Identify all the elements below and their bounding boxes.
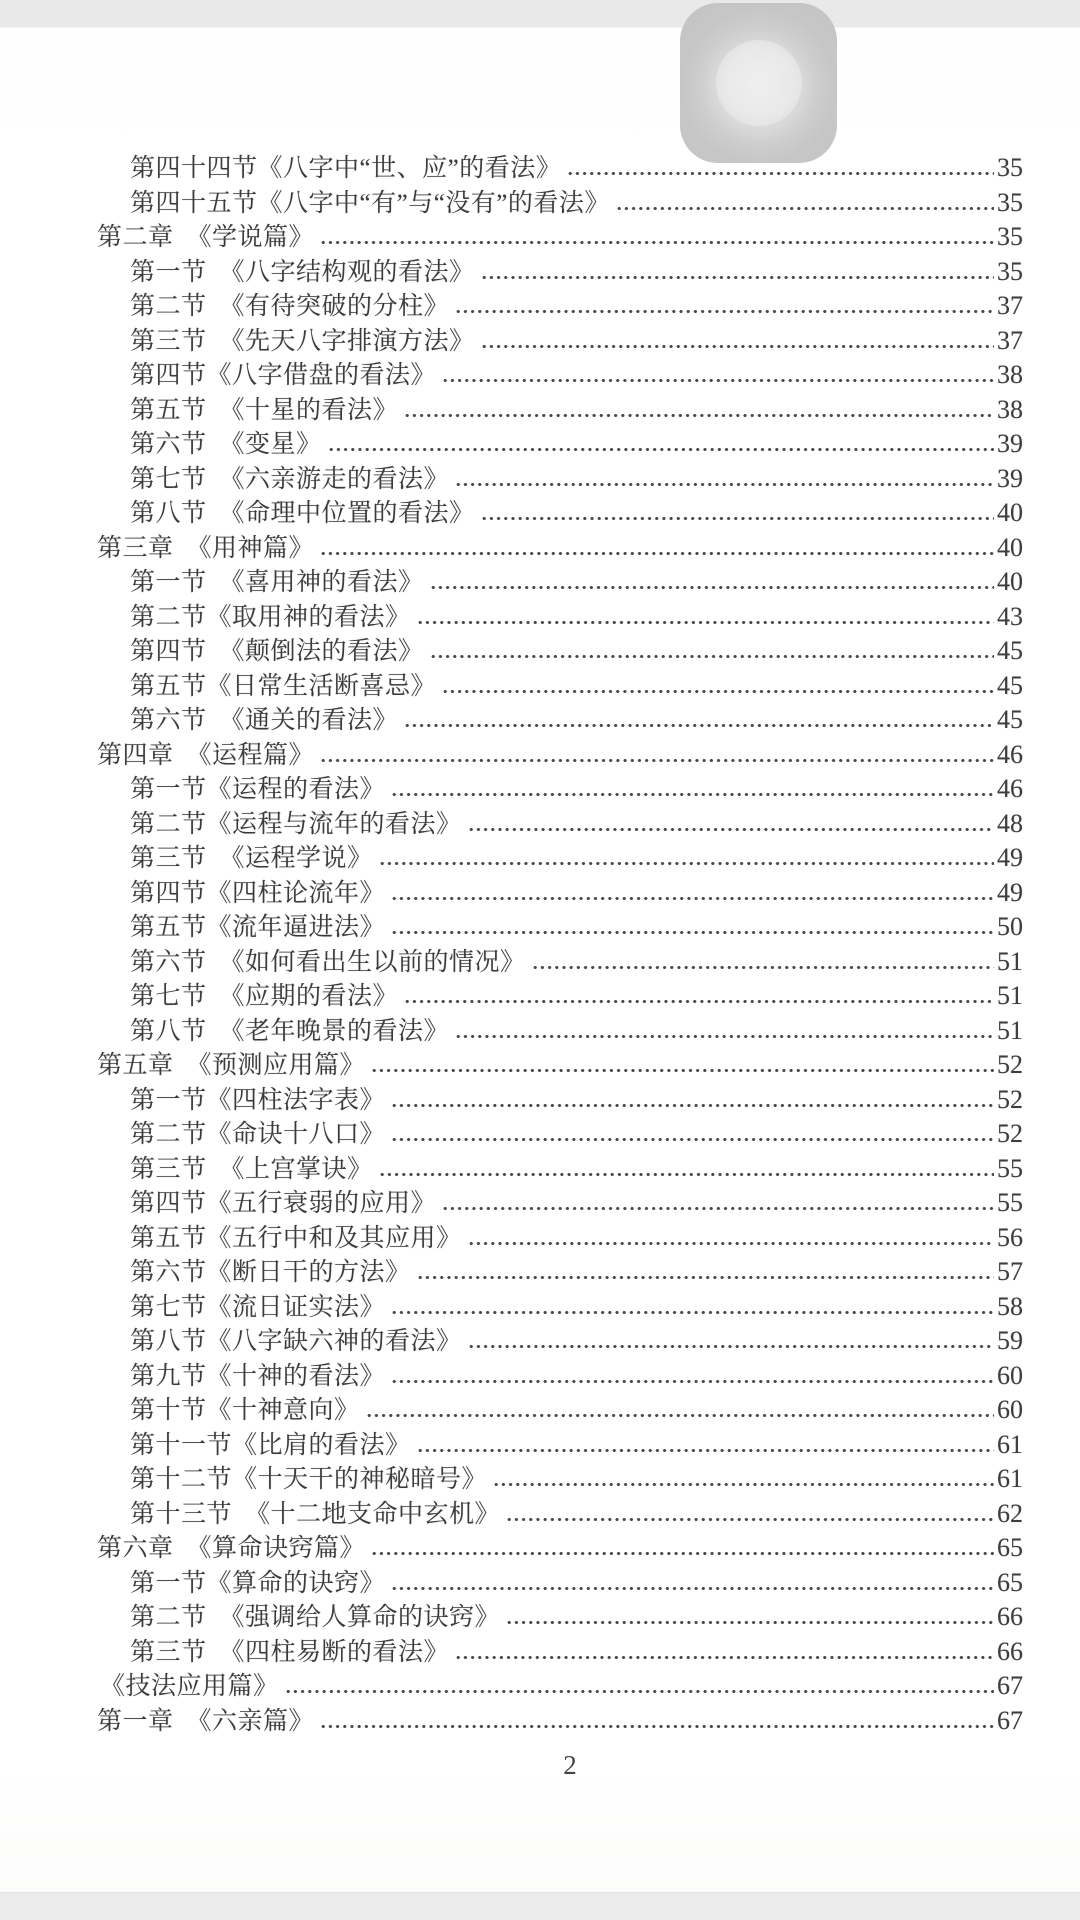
- toc-entry[interactable]: [0, 600, 1023, 635]
- toc-entry-title: 第八节《八字缺六神的看法》: [130, 1328, 462, 1355]
- toc-entry-title: 第四节《八字借盘的看法》: [130, 362, 437, 389]
- toc-entry-page: 46: [997, 774, 1023, 803]
- toc-entry[interactable]: [0, 1290, 1023, 1325]
- toc-entry-page: 57: [997, 1257, 1023, 1286]
- toc-entry-title: 第一节《算命的诀窍》: [130, 1569, 386, 1597]
- toc-entry-title: 第六节 《通关的看法》: [130, 707, 399, 734]
- toc-entry-title: 第二节 《有待突破的分柱》: [130, 293, 450, 320]
- toc-entry[interactable]: [0, 393, 1023, 428]
- dotted-leader: [405, 999, 994, 1004]
- dotted-leader: [392, 1586, 994, 1591]
- toc-entry-page: 66: [997, 1636, 1023, 1666]
- dotted-leader: [321, 758, 994, 763]
- toc-entry[interactable]: [0, 358, 1023, 393]
- assistive-touch-icon: [716, 40, 802, 126]
- toc-entry-page: 35: [997, 222, 1023, 251]
- toc-entry-page: 35: [997, 256, 1023, 286]
- dotted-leader: [469, 827, 994, 832]
- dotted-leader: [443, 378, 994, 383]
- toc-entry-title: 第六章 《算命诀窍篇》: [97, 1535, 366, 1562]
- toc-entry-title: 第三节 《四柱易断的看法》: [130, 1638, 450, 1666]
- dotted-leader: [329, 447, 994, 452]
- toc-list: [0, 151, 1023, 1738]
- toc-entry-page: 39: [997, 463, 1023, 493]
- toc-entry[interactable]: [0, 669, 1023, 704]
- dotted-leader: [321, 551, 994, 556]
- toc-entry-page: 50: [997, 912, 1023, 941]
- dotted-leader: [392, 1310, 994, 1315]
- toc-entry-title: 第四章 《运程篇》: [97, 741, 315, 769]
- toc-entry-page: 65: [997, 1567, 1023, 1597]
- dotted-leader: [380, 1172, 994, 1177]
- dotted-leader: [507, 1620, 994, 1625]
- assistive-touch-button[interactable]: [680, 3, 837, 163]
- toc-entry-title: 第四十五节《八字中“有”与“没有”的看法》: [130, 189, 610, 217]
- toc-entry[interactable]: [0, 1324, 1023, 1359]
- toc-entry-page: 43: [997, 601, 1023, 631]
- toc-entry-title: 第二节 《强调给人算命的诀窍》: [130, 1604, 501, 1631]
- dotted-leader: [456, 1655, 994, 1660]
- toc-entry-title: 《技法应用篇》: [100, 1673, 279, 1700]
- bottom-bar-area: [0, 1892, 1080, 1920]
- toc-entry[interactable]: [0, 1152, 1023, 1187]
- toc-entry-page: 45: [997, 705, 1023, 734]
- dotted-leader: [372, 1551, 994, 1556]
- toc-entry-title: 第一节 《八字结构观的看法》: [130, 258, 475, 286]
- dotted-leader: [392, 1379, 994, 1384]
- dotted-leader: [456, 1034, 994, 1039]
- toc-entry-page: 65: [997, 1533, 1023, 1562]
- toc-entry-title: 第五节《日常生活断喜忌》: [130, 672, 437, 700]
- toc-entry[interactable]: [0, 1600, 1023, 1635]
- toc-entry-title: 第十二节《十天干的神秘暗号》: [130, 1466, 488, 1493]
- dotted-leader: [372, 1068, 994, 1073]
- toc-entry-title: 第三节 《上宫掌诀》: [130, 1155, 373, 1183]
- dotted-leader: [431, 585, 994, 590]
- toc-entry-title: 第二节《取用神的看法》: [130, 603, 411, 631]
- toc-entry-page: 45: [997, 636, 1023, 665]
- toc-entry-title: 第七节《流日证实法》: [130, 1293, 386, 1321]
- toc-entry[interactable]: [0, 1014, 1023, 1049]
- toc-entry-page: 51: [997, 1015, 1023, 1045]
- toc-entry-title: 第六节 《变星》: [130, 431, 322, 458]
- toc-entry-page: 62: [997, 1498, 1023, 1528]
- toc-entry-title: 第五章 《预测应用篇》: [97, 1052, 366, 1079]
- toc-entry-title: 第八节 《命理中位置的看法》: [130, 500, 475, 527]
- toc-entry-page: 55: [997, 1188, 1023, 1217]
- toc-entry-title: 第二节《命诀十八口》: [130, 1121, 386, 1148]
- toc-entry-title: 第五节 《十星的看法》: [130, 396, 399, 424]
- toc-entry-page: 52: [997, 1084, 1023, 1114]
- toc-entry-page: 45: [997, 670, 1023, 700]
- toc-entry-page: 59: [997, 1326, 1023, 1355]
- toc-entry[interactable]: [0, 772, 1023, 807]
- dotted-leader: [392, 930, 994, 935]
- toc-entry-page: 66: [997, 1602, 1023, 1631]
- toc-entry-title: 第三节 《运程学说》: [130, 845, 373, 872]
- toc-entry-page: 40: [997, 498, 1023, 527]
- dotted-leader: [405, 723, 994, 728]
- toc-entry[interactable]: [0, 1669, 1023, 1704]
- dotted-leader: [392, 896, 994, 901]
- toc-entry[interactable]: [0, 531, 1023, 566]
- dotted-leader: [456, 309, 994, 314]
- dotted-leader: [469, 1241, 994, 1246]
- toc-entry[interactable]: [0, 1221, 1023, 1256]
- toc-entry[interactable]: [0, 1186, 1023, 1221]
- dotted-leader: [469, 1344, 994, 1349]
- toc-entry-title: 第二章 《学说篇》: [97, 224, 315, 251]
- toc-entry[interactable]: [0, 841, 1023, 876]
- toc-entry[interactable]: [0, 738, 1023, 773]
- toc-entry-title: 第三节 《先天八字排演方法》: [130, 327, 475, 355]
- toc-entry-page: 61: [997, 1429, 1023, 1459]
- toc-entry-title: 第十一节《比肩的看法》: [130, 1431, 411, 1459]
- toc-entry[interactable]: [0, 1566, 1023, 1601]
- toc-entry-page: 51: [997, 981, 1023, 1010]
- toc-entry[interactable]: [0, 1428, 1023, 1463]
- toc-entry-page: 35: [997, 153, 1023, 182]
- toc-entry[interactable]: [0, 876, 1023, 911]
- dotted-leader: [617, 206, 994, 211]
- dotted-leader: [431, 654, 994, 659]
- toc-entry-page: 67: [997, 1705, 1023, 1735]
- toc-entry-page: 38: [997, 360, 1023, 389]
- toc-entry[interactable]: [0, 151, 1023, 186]
- toc-entry-page: 49: [997, 877, 1023, 907]
- toc-entry[interactable]: [0, 324, 1023, 359]
- dotted-leader: [392, 1137, 994, 1142]
- dotted-leader: [482, 516, 994, 521]
- toc-entry-title: 第六节 《如何看出生以前的情况》: [130, 948, 526, 976]
- toc-entry-page: 39: [997, 429, 1023, 458]
- toc-entry-page: 60: [997, 1395, 1023, 1424]
- toc-entry-title: 第七节 《六亲游走的看法》: [130, 465, 450, 493]
- dotted-leader: [533, 965, 994, 970]
- dotted-leader: [443, 1206, 994, 1211]
- toc-entry[interactable]: [0, 1083, 1023, 1118]
- toc-entry[interactable]: [0, 186, 1023, 221]
- toc-entry-title: 第一节《四柱法字表》: [130, 1086, 386, 1114]
- toc-entry[interactable]: [0, 1359, 1023, 1394]
- toc-entry-page: 60: [997, 1360, 1023, 1390]
- toc-entry-title: 第二节《运程与流年的看法》: [130, 810, 462, 838]
- toc-entry-page: 40: [997, 567, 1023, 596]
- toc-entry-title: 第十节《十神意向》: [130, 1397, 360, 1424]
- toc-entry-title: 第六节《断日干的方法》: [130, 1259, 411, 1286]
- dotted-leader: [418, 1448, 994, 1453]
- dotted-leader: [392, 1103, 994, 1108]
- toc-entry-page: 46: [997, 739, 1023, 769]
- dotted-leader: [405, 413, 994, 418]
- toc-entry-title: 第五节《五行中和及其应用》: [130, 1224, 462, 1252]
- toc-entry-title: 第三章 《用神篇》: [97, 534, 315, 562]
- toc-entry-page: 38: [997, 394, 1023, 424]
- toc-entry[interactable]: [0, 1393, 1023, 1428]
- dotted-leader: [392, 792, 994, 797]
- toc-entry-page: 56: [997, 1222, 1023, 1252]
- toc-entry[interactable]: [0, 1635, 1023, 1670]
- toc-entry-title: 第四节《五行衰弱的应用》: [130, 1190, 437, 1217]
- dotted-leader: [456, 482, 994, 487]
- toc-entry[interactable]: [0, 462, 1023, 497]
- toc-entry[interactable]: [0, 703, 1023, 738]
- toc-entry[interactable]: [0, 1117, 1023, 1152]
- toc-entry-page: 52: [997, 1119, 1023, 1148]
- toc-entry[interactable]: [0, 1048, 1023, 1083]
- toc-entry-page: 49: [997, 843, 1023, 872]
- toc-entry-page: 55: [997, 1153, 1023, 1183]
- dotted-leader: [568, 171, 994, 176]
- toc-entry[interactable]: [0, 220, 1023, 255]
- toc-entry-page: 61: [997, 1464, 1023, 1493]
- toc-entry-title: 第一章 《六亲篇》: [97, 1707, 315, 1735]
- dotted-leader: [418, 1275, 994, 1280]
- dotted-leader: [482, 344, 994, 349]
- toc-entry-page: 52: [997, 1050, 1023, 1079]
- toc-entry-page: 58: [997, 1291, 1023, 1321]
- toc-entry[interactable]: [0, 496, 1023, 531]
- toc-entry-page: 67: [997, 1671, 1023, 1700]
- toc-entry[interactable]: [0, 634, 1023, 669]
- toc-entry-title: 第八节 《老年晚景的看法》: [130, 1017, 450, 1045]
- toc-entry-title: 第一节《运程的看法》: [130, 776, 386, 803]
- toc-entry-title: 第四十四节《八字中“世、应”的看法》: [130, 155, 562, 182]
- toc-entry[interactable]: [0, 427, 1023, 462]
- toc-entry[interactable]: [0, 807, 1023, 842]
- dotted-leader: [494, 1482, 994, 1487]
- toc-entry[interactable]: [0, 1704, 1023, 1739]
- toc-entry-title: 第五节《流年逼进法》: [130, 914, 386, 941]
- toc-entry[interactable]: [0, 1462, 1023, 1497]
- dotted-leader: [321, 1724, 994, 1729]
- toc-entry-page: 37: [997, 291, 1023, 320]
- dotted-leader: [286, 1689, 994, 1694]
- toc-entry[interactable]: [0, 945, 1023, 980]
- toc-entry-title: 第四节 《颠倒法的看法》: [130, 638, 424, 665]
- dotted-leader: [443, 689, 994, 694]
- page-number-footer: 2: [563, 1750, 577, 1780]
- toc-entry[interactable]: [0, 1497, 1023, 1532]
- toc-entry-title: 第四节《四柱论流年》: [130, 879, 386, 907]
- dotted-leader: [321, 240, 994, 245]
- toc-entry-page: 51: [997, 946, 1023, 976]
- toc-entry-title: 第十三节 《十二地支命中玄机》: [130, 1500, 501, 1528]
- toc-entry-page: 35: [997, 187, 1023, 217]
- toc-entry[interactable]: [0, 255, 1023, 290]
- dotted-leader: [507, 1517, 994, 1522]
- toc-entry[interactable]: [0, 565, 1023, 600]
- toc-entry-title: 第七节 《应期的看法》: [130, 983, 399, 1010]
- toc-entry[interactable]: [0, 289, 1023, 324]
- toc-entry[interactable]: [0, 979, 1023, 1014]
- toc-entry-page: 37: [997, 325, 1023, 355]
- toc-entry-title: 第一节 《喜用神的看法》: [130, 569, 424, 596]
- dotted-leader: [367, 1413, 994, 1418]
- toc-entry-page: 48: [997, 808, 1023, 838]
- dotted-leader: [482, 275, 994, 280]
- toc-entry[interactable]: [0, 1531, 1023, 1566]
- toc-entry-title: 第九节《十神的看法》: [130, 1362, 386, 1390]
- dotted-leader: [380, 861, 994, 866]
- toc-entry[interactable]: [0, 910, 1023, 945]
- dotted-leader: [418, 620, 994, 625]
- toc-entry-page: 40: [997, 532, 1023, 562]
- toc-entry[interactable]: [0, 1255, 1023, 1290]
